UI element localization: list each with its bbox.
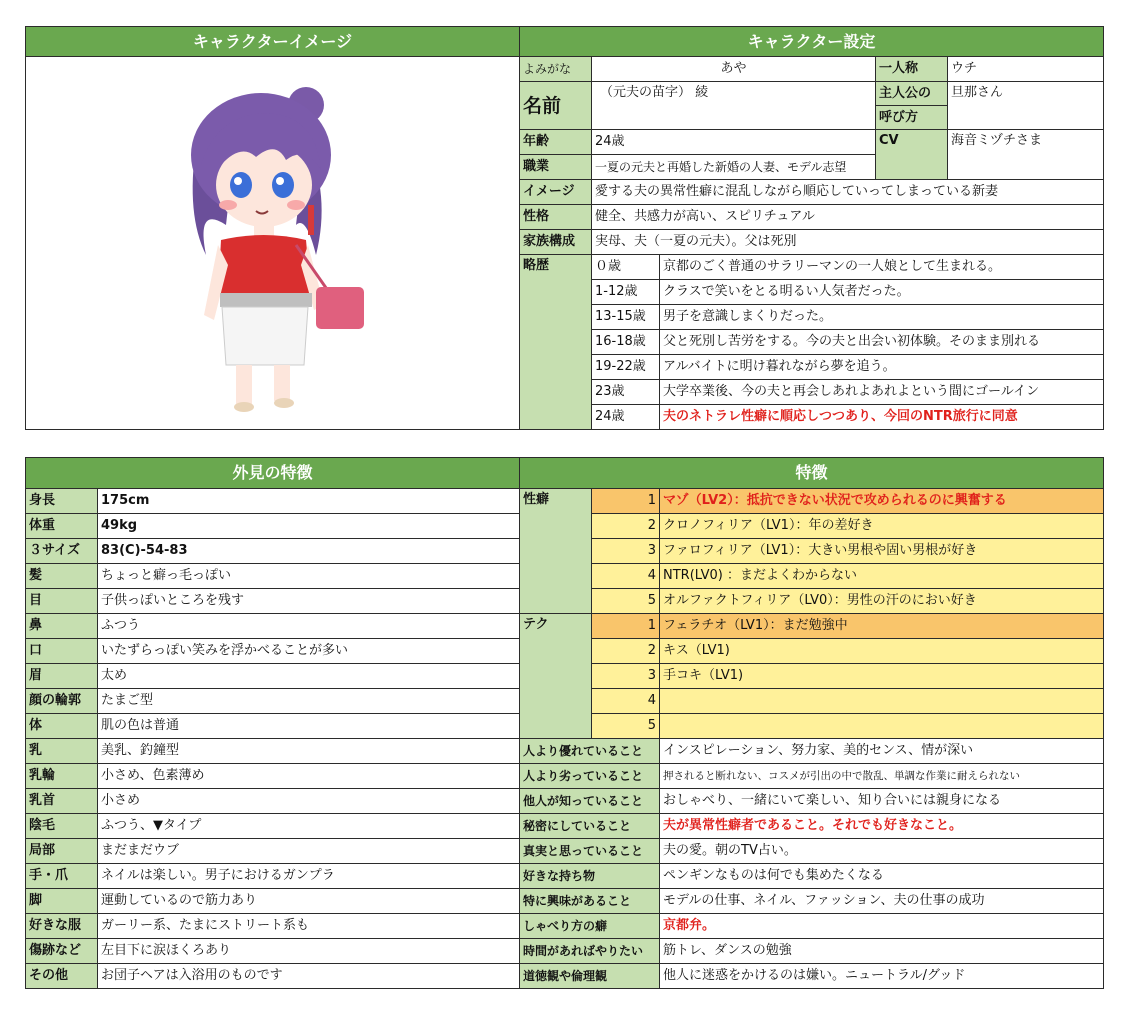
fetish-number: 5 <box>592 589 660 614</box>
appearance-value: 太め <box>98 664 520 689</box>
trait-value: モデルの仕事、ネイル、ファッション、夫の仕事の成功 <box>660 889 1104 914</box>
yomigana-value: あや <box>592 57 876 82</box>
fetish-text: オルファクトフィリア（LV0）：男性の汗のにおい好き <box>660 589 1104 614</box>
appearance-label: 乳輪 <box>26 764 98 789</box>
trait-value: 夫の愛。朝のTV占い。 <box>660 839 1104 864</box>
history-label: 略歴 <box>520 255 592 430</box>
image-value: 愛する夫の異常性癖に混乱しながら順応していってしまっている新妻 <box>592 180 1104 205</box>
trait-label: 道徳観や倫理観 <box>520 964 660 989</box>
job-value: 一夏の元夫と再婚した新婚の人妻、モデル志望 <box>592 155 876 180</box>
history-age: 1-12歳 <box>592 280 660 305</box>
character-illustration <box>156 65 396 413</box>
tech-text: キス（LV1) <box>660 639 1104 664</box>
appearance-value: お団子ヘアは入浴用のものです <box>98 964 520 989</box>
history-text: 夫のネトラレ性癖に順応しつつあり、今回のNTR旅行に同意 <box>660 405 1104 430</box>
tech-text: 手コキ（LV1) <box>660 664 1104 689</box>
appearance-value: 小さめ、色素薄め <box>98 764 520 789</box>
name-value: （元夫の苗字） 綾 <box>592 82 876 130</box>
appearance-label: 局部 <box>26 839 98 864</box>
appearance-label: 手・爪 <box>26 864 98 889</box>
character-bottom-table <box>25 457 1104 989</box>
personality-label: 性格 <box>520 205 592 230</box>
fetish-text: マゾ（LV2）：抵抗できない状況で攻められるのに興奮する <box>660 489 1104 514</box>
husband-call-label-2: 呼び方 <box>876 106 948 130</box>
trait-value: 押されると断れない、コスメが引出の中で散乱、単調な作業に耐えられない <box>660 764 1104 789</box>
trait-value: 他人に迷惑をかけるのは嫌い。ニュートラル/グッド <box>660 964 1104 989</box>
appearance-value: 49kg <box>98 514 520 539</box>
trait-label: 時間があればやりたい <box>520 939 660 964</box>
appearance-value: ネイルは楽しい。男子におけるガンプラ <box>98 864 520 889</box>
fetish-label: 性癖 <box>520 489 592 614</box>
appearance-label: 脚 <box>26 889 98 914</box>
appearance-value: 運動しているので筋力あり <box>98 889 520 914</box>
history-age: ０歳 <box>592 255 660 280</box>
image-label: イメージ <box>520 180 592 205</box>
appearance-label: 傷跡など <box>26 939 98 964</box>
appearance-value: たまご型 <box>98 689 520 714</box>
history-text: 大学卒業後、今の夫と再会しあれよあれよという間にゴールイン <box>660 380 1104 405</box>
tech-number: 1 <box>592 614 660 639</box>
appearance-label: 鼻 <box>26 614 98 639</box>
fetish-number: 3 <box>592 539 660 564</box>
appearance-value: 83(C)-54-83 <box>98 539 520 564</box>
fetish-text: NTR(LV0) ：まだよくわからない <box>660 564 1104 589</box>
family-value: 実母、夫（一夏の元夫）。父は死別 <box>592 230 1104 255</box>
appearance-label: 口 <box>26 639 98 664</box>
appearance-label: 体 <box>26 714 98 739</box>
appearance-value: ふつう <box>98 614 520 639</box>
family-label: 家族構成 <box>520 230 592 255</box>
history-text: アルバイトに明け暮れながら夢を追う。 <box>660 355 1104 380</box>
history-age: 16-18歳 <box>592 330 660 355</box>
husband-call-label-1: 主人公の <box>876 82 948 106</box>
appearance-value: ふつう、▼タイプ <box>98 814 520 839</box>
age-value: 24歳 <box>592 130 876 155</box>
pronoun-value: ウチ <box>948 57 1104 82</box>
job-label: 職業 <box>520 155 592 180</box>
trait-value: おしゃべり、一緒にいて楽しい、知り合いには親身になる <box>660 789 1104 814</box>
husband-call-value: 旦那さん <box>948 82 1104 130</box>
trait-label: 人より優れていること <box>520 739 660 764</box>
appearance-value: 175cm <box>98 489 520 514</box>
name-label: 名前 <box>520 82 592 130</box>
appearance-label: 乳首 <box>26 789 98 814</box>
trait-label: 特に興味があること <box>520 889 660 914</box>
history-age: 23歳 <box>592 380 660 405</box>
appearance-label: 目 <box>26 589 98 614</box>
tech-text <box>660 689 1104 714</box>
pronoun-label: 一人称 <box>876 57 948 82</box>
appearance-label: 顔の輪郭 <box>26 689 98 714</box>
appearance-value: いたずらっぽい笑みを浮かべることが多い <box>98 639 520 664</box>
appearance-label: 体重 <box>26 514 98 539</box>
tech-number: 5 <box>592 714 660 739</box>
appearance-value: ちょっと癖っ毛っぽい <box>98 564 520 589</box>
tech-text: フェラチオ（LV1）：まだ勉強中 <box>660 614 1104 639</box>
appearance-value: まだまだウブ <box>98 839 520 864</box>
appearance-value: 小さめ <box>98 789 520 814</box>
tech-number: 2 <box>592 639 660 664</box>
appearance-header: 外見の特徴 <box>26 458 520 489</box>
character-image-cell <box>26 57 520 430</box>
history-age: 19-22歳 <box>592 355 660 380</box>
trait-label: 好きな持ち物 <box>520 864 660 889</box>
trait-value: インスピレーション、努力家、美的センス、情が深い <box>660 739 1104 764</box>
appearance-label: 乳 <box>26 739 98 764</box>
history-age: 13-15歳 <box>592 305 660 330</box>
appearance-value: 左目下に涙ほくろあり <box>98 939 520 964</box>
tech-text <box>660 714 1104 739</box>
appearance-label: 陰毛 <box>26 814 98 839</box>
character-top-table <box>25 26 1104 430</box>
history-text: クラスで笑いをとる明るい人気者だった。 <box>660 280 1104 305</box>
appearance-label: 好きな服 <box>26 914 98 939</box>
settings-header: キャラクター設定 <box>520 27 1104 57</box>
cv-value: 海音ミヅチさま <box>948 130 1104 180</box>
appearance-value: 美乳、釣鐘型 <box>98 739 520 764</box>
trait-label: 秘密にしていること <box>520 814 660 839</box>
tech-number: 4 <box>592 689 660 714</box>
trait-value: 夫が異常性癖者であること。それでも好きなこと。 <box>660 814 1104 839</box>
trait-label: 他人が知っていること <box>520 789 660 814</box>
trait-label: しゃべり方の癖 <box>520 914 660 939</box>
fetish-text: ファロフィリア（LV1）：大きい男根や固い男根が好き <box>660 539 1104 564</box>
appearance-label: 髪 <box>26 564 98 589</box>
history-text: 男子を意識しまくりだった。 <box>660 305 1104 330</box>
appearance-value: ガーリー系、たまにストリート系も <box>98 914 520 939</box>
yomigana-label: よみがな <box>520 57 592 82</box>
fetish-text: クロノフィリア（LV1）：年の差好き <box>660 514 1104 539</box>
fetish-number: 2 <box>592 514 660 539</box>
traits-header: 特徴 <box>520 458 1104 489</box>
fetish-number: 1 <box>592 489 660 514</box>
age-label: 年齢 <box>520 130 592 155</box>
appearance-value: 子供っぽいところを残す <box>98 589 520 614</box>
appearance-label: ３サイズ <box>26 539 98 564</box>
cv-label: CV <box>876 130 948 180</box>
appearance-value: 肌の色は普通 <box>98 714 520 739</box>
tech-label: テク <box>520 614 592 739</box>
appearance-label: 身長 <box>26 489 98 514</box>
appearance-label: 眉 <box>26 664 98 689</box>
appearance-label: その他 <box>26 964 98 989</box>
tech-number: 3 <box>592 664 660 689</box>
trait-label: 真実と思っていること <box>520 839 660 864</box>
personality-value: 健全、共感力が高い、スピリチュアル <box>592 205 1104 230</box>
trait-value: 京都弁。 <box>660 914 1104 939</box>
trait-value: ペンギンなものは何でも集めたくなる <box>660 864 1104 889</box>
history-text: 父と死別し苦労をする。今の夫と出会い初体験。そのまま別れる <box>660 330 1104 355</box>
history-text: 京都のごく普通のサラリーマンの一人娘として生まれる。 <box>660 255 1104 280</box>
history-age: 24歳 <box>592 405 660 430</box>
trait-value: 筋トレ、ダンスの勉強 <box>660 939 1104 964</box>
fetish-number: 4 <box>592 564 660 589</box>
trait-label: 人より劣っていること <box>520 764 660 789</box>
image-header: キャラクターイメージ <box>26 27 520 57</box>
